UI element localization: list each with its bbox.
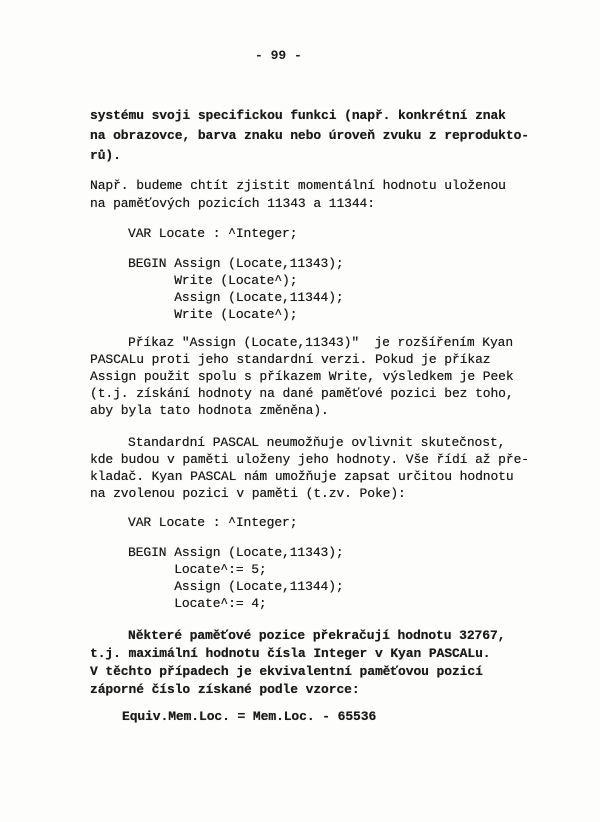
page-number: - 99 - — [255, 48, 302, 63]
paragraph-2-line: Např. budeme chtít zjistit momentální hodnotu uloženou — [90, 178, 506, 193]
code-line: BEGIN Assign (Locate,11343); — [128, 545, 344, 560]
paragraph-3-line: (t.j. získání hodnoty na dané paměťové pozici bez toho, — [90, 386, 514, 401]
paragraph-5-line: Některé paměťové pozice překračují hodnotu 32767, — [128, 628, 506, 643]
paragraph-2-line: na paměťových pozicích 11343 a 11344: — [90, 196, 375, 211]
paragraph-3-line: aby byla tato hodnota změněna). — [90, 403, 329, 418]
code-line: Write (Locate^); — [128, 307, 298, 322]
code-line: VAR Locate : ^Integer; — [128, 226, 298, 241]
paragraph-3-line: Příkaz "Assign (Locate,11343)" je rozšířením Kyan — [128, 335, 514, 350]
code-line: VAR Locate : ^Integer; — [128, 515, 298, 530]
paragraph-4-line: Standardní PASCAL neumožňuje ovlivnit skutečnost, — [128, 435, 506, 450]
paragraph-1-line: systému svoji specifickou funkci (např. konkrétní znak — [90, 108, 506, 123]
paragraph-5-line: t.j. maximální hodnotu čísla Integer v Kyan PASCALu. — [90, 646, 491, 661]
paragraph-5-line: V těchto případech je ekvivalentní paměťovou pozicí — [90, 664, 483, 679]
paragraph-4-line: kde budou v paměti uloženy jeho hodnoty. Vše řídí až pře- — [90, 452, 529, 467]
code-line: Assign (Locate,11344); — [128, 579, 344, 594]
paragraph-1-line: rů). — [90, 148, 121, 163]
paragraph-4-line: kladač. Kyan PASCAL nám umožňuje zapsat určitou hodnotu — [90, 469, 514, 484]
paragraph-5-line: záporné číslo získané podle vzorce: — [90, 682, 360, 697]
paragraph-3-line: Assign použit spolu s příkazem Write, výsledkem je Peek — [90, 369, 514, 384]
code-line: Write (Locate^); — [128, 273, 298, 288]
code-line: Assign (Locate,11344); — [128, 290, 344, 305]
code-line: Locate^:= 4; — [128, 596, 267, 611]
code-line: BEGIN Assign (Locate,11343); — [128, 256, 344, 271]
paragraph-4-line: na zvolenou pozici v paměti (t.zv. Poke): — [90, 486, 406, 501]
formula: Equiv.Mem.Loc. = Mem.Loc. - 65536 — [122, 709, 377, 724]
paragraph-3-line: PASCALu proti jeho standardní verzi. Pokud je příkaz — [90, 352, 491, 367]
code-line: Locate^:= 5; — [128, 562, 267, 577]
paragraph-1-line: na obrazovce, barva znaku nebo úroveň zvuku z reprodukto- — [90, 128, 529, 143]
